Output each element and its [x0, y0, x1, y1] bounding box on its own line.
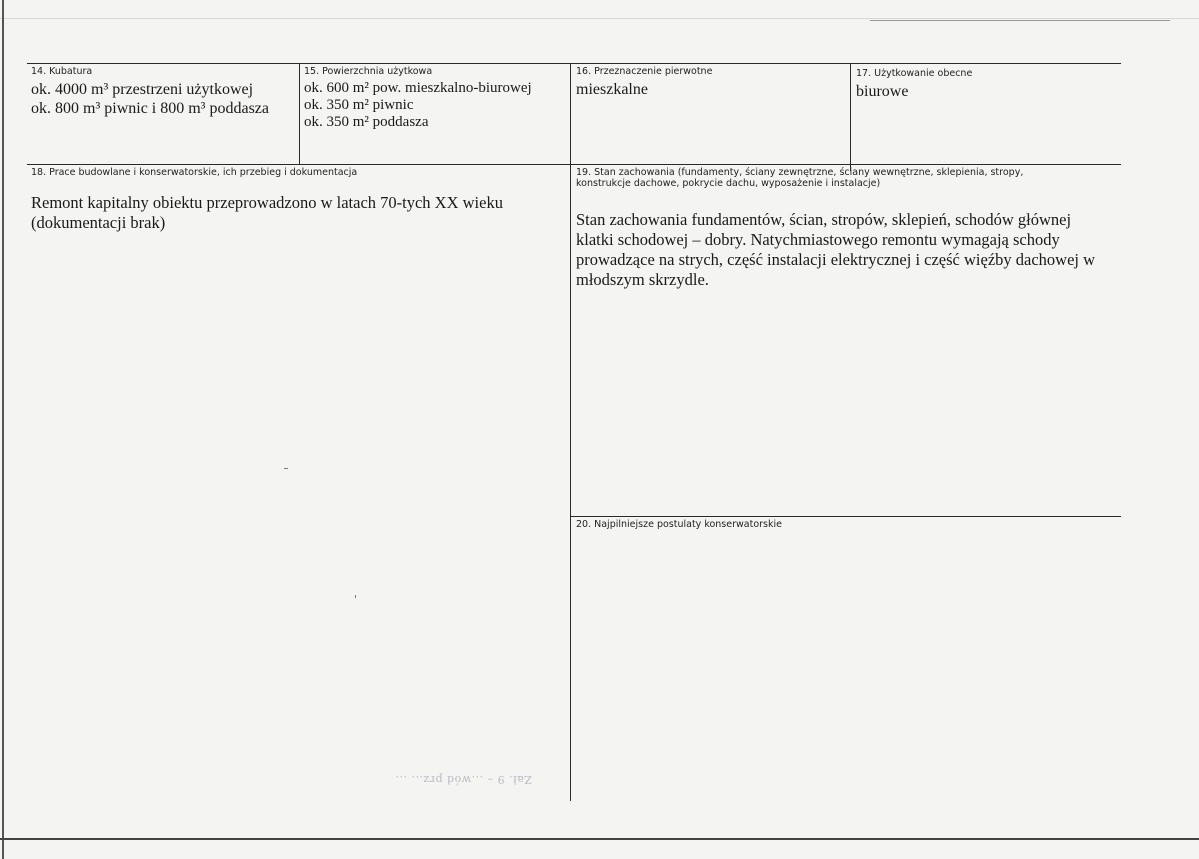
uzytkowanie-label: 17. Użytkowanie obecne [856, 68, 973, 79]
divider-14-15 [299, 63, 300, 164]
przeznaczenie-value: mieszkalne [576, 81, 648, 98]
cell-uzytkowanie [856, 68, 1118, 101]
scan-speck [355, 595, 356, 598]
kubatura-value: ok. 4000 m³ przestrzeni użytkowej ok. 800 m³ piwnic i 800 m³ poddasza [31, 81, 270, 117]
scan-edge-top-mark [870, 20, 1170, 21]
cell-przeznaczenie [576, 66, 848, 99]
scan-speck [284, 468, 288, 469]
scan-edge-top [0, 18, 1199, 19]
row3-top-border-right [570, 516, 1121, 517]
przeznaczenie-label: 16. Przeznaczenie pierwotne [576, 66, 713, 77]
kubatura-label: 14. Kubatura [31, 66, 93, 77]
uzytkowanie-value: biurowe [856, 83, 909, 100]
scan-edge-left [2, 0, 4, 859]
stan-label: 19. Stan zachowania (fundamenty, ściany zewnętrzne, ściany wewnętrzne, sklepienia, stropy, konstrukcje dachowe, pokrycie dachu, wyposażenie i instalacje) [576, 167, 1024, 189]
divider-16-17 [850, 63, 851, 171]
prace-label: 18. Prace budowlane i konserwatorskie, ich przebieg i dokumentacja [31, 167, 358, 178]
divider-15-16 [570, 63, 571, 801]
cell-prace [31, 167, 568, 233]
postulaty-label: 20. Najpilniejsze postulaty konserwatorskie [576, 519, 782, 530]
cell-powierzchnia [304, 66, 568, 131]
row2-top-border [27, 164, 1121, 165]
row1-top-border [27, 63, 1121, 64]
cell-kubatura [31, 66, 297, 118]
stan-value: Stan zachowania fundamentów, ścian, stropów, sklepień, schodów głównej klatki schodowej – dobry. Natychmiastowego remontu wymagają schody prowadzące na strych, część instalacji elektrycznej i część więźby dachowej w młodszym skrzydle. [576, 210, 1096, 289]
powierzchnia-label: 15. Powierzchnia użytkowa [304, 66, 433, 77]
powierzchnia-value: ok. 600 m² pow. mieszkalno-biurowej ok. 350 m² piwnic ok. 350 m² poddasza [304, 80, 532, 130]
cell-stan [576, 167, 1111, 290]
scan-edge-bottom [0, 838, 1199, 840]
show-through-text: Zał. 9 – ...wód prz... ... [395, 773, 532, 786]
prace-value: Remont kapitalny obiektu przeprowadzono w latach 70-tych XX wieku (dokumentacji brak) [31, 193, 503, 232]
cell-postulaty [576, 519, 1111, 530]
